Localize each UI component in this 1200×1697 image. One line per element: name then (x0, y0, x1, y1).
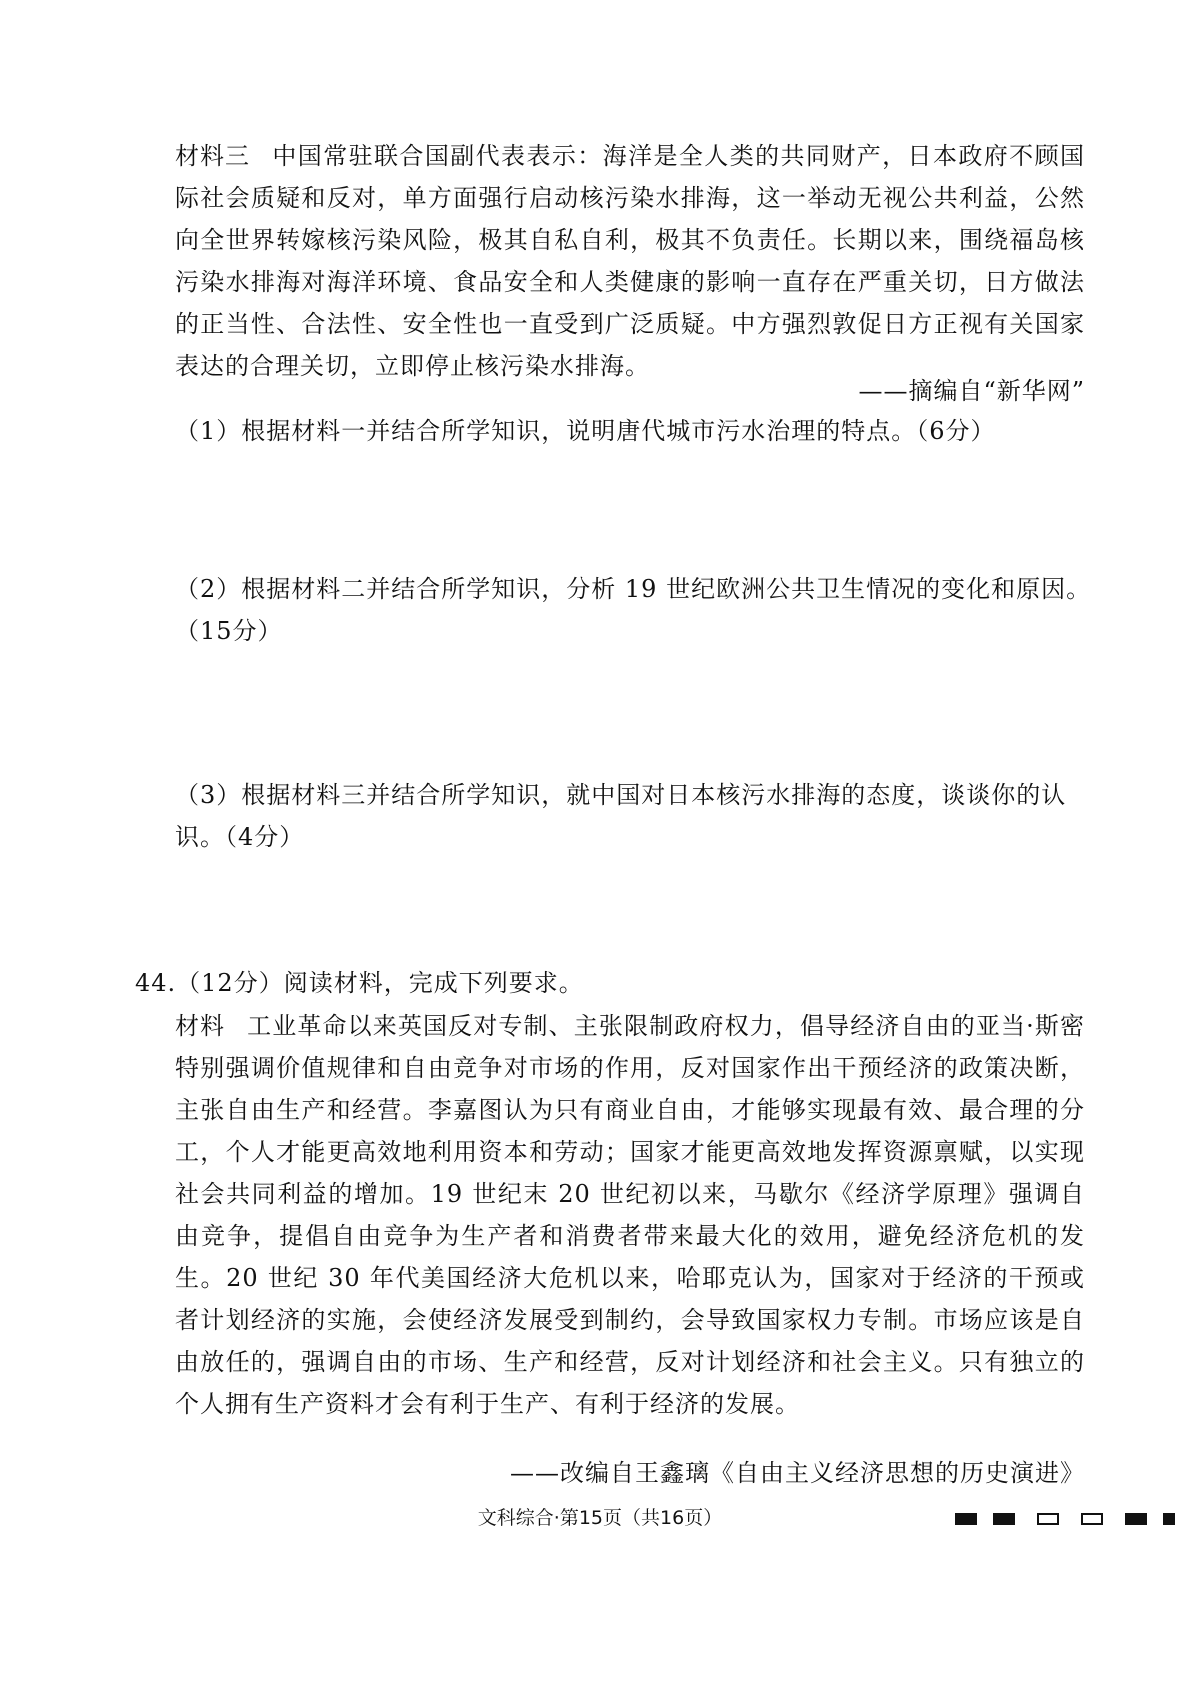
page-footer: 文科综合·第15页（共16页） (477, 1507, 723, 1529)
question-44-source: ——改编自王鑫璃《自由主义经济思想的历史演进》 (510, 1459, 1085, 1487)
question-44-paragraph (175, 1005, 1085, 1425)
question-44-material-text: 工业革命以来英国反对专制、主张限制政府权力，倡导经济自由的亚当·斯密特别强调价值规律和自由竞争对市场的作用，反对国家作出干预经济的政策决断，主张自由生产和经营。李嘉图认为只有商业自由，才能够实现最有效、最合理的分工，个人才能更高效地利用资本和劳动；国家才能更高效地发挥资源禀赋，以实现社会共同利益的增加。19 世纪末 20 世纪初以来，马歇尔《经济学原理》强调自由竞争，提倡自由竞争为生产者和消费者带来最大化的效用，避免经济危机的发生。20 世纪 30 年代美国经济大危机以来，哈耶克认为，国家对于经济的干预或者计划经济的实施，会使经济发展受到制约，会导致国家权力专制。市场应该是自由放任的，强调自由的市场、生产和经营，反对计划经济和社会主义。只有独立的个人拥有生产资料才会有利于生产、有利于经济的发展。 (175, 1012, 1085, 1418)
filled-mark (1163, 1513, 1175, 1525)
question-3: （3）根据材料三并结合所学知识，就中国对日本核污水排海的态度，谈谈你的认识。（4分） (175, 781, 1067, 851)
hollow-mark (1037, 1513, 1059, 1525)
question-2: （2）根据材料二并结合所学知识，分析 19 世纪欧洲公共卫生情况的变化和原因。（15分） (175, 575, 1092, 645)
material-three-label: 材料三 (175, 142, 250, 170)
hollow-mark (1081, 1513, 1103, 1525)
question-44-material (175, 1005, 1085, 1425)
filled-mark (955, 1513, 977, 1525)
material-three-paragraph (175, 135, 1085, 387)
filled-mark (1125, 1513, 1147, 1525)
material-three-text: 中国常驻联合国副代表表示：海洋是全人类的共同财产，日本政府不顾国际社会质疑和反对，单方面强行启动核污染水排海，这一举动无视公共利益，公然向全世界转嫁核污染风险，极其自私自利，极其不负责任。长期以来，围绕福岛核污染水排海对海洋环境、食品安全和人类健康的影响一直存在严重关切，日方做法的正当性、合法性、安全性也一直受到广泛质疑。中方强烈敦促日方正视有关国家表达的合理关切，立即停止核污染水排海。 (175, 142, 1085, 380)
material-three-source: ——摘编自“新华网” (858, 377, 1085, 405)
filled-mark (993, 1513, 1015, 1525)
question-44-heading: 44.（12分）阅读材料，完成下列要求。 (135, 969, 584, 997)
alignment-marks (955, 1509, 1195, 1529)
question-1: （1）根据材料一并结合所学知识，说明唐代城市污水治理的特点。（6分） (175, 417, 996, 445)
material-three (175, 135, 1085, 387)
question-44-material-label: 材料 (175, 1012, 225, 1040)
